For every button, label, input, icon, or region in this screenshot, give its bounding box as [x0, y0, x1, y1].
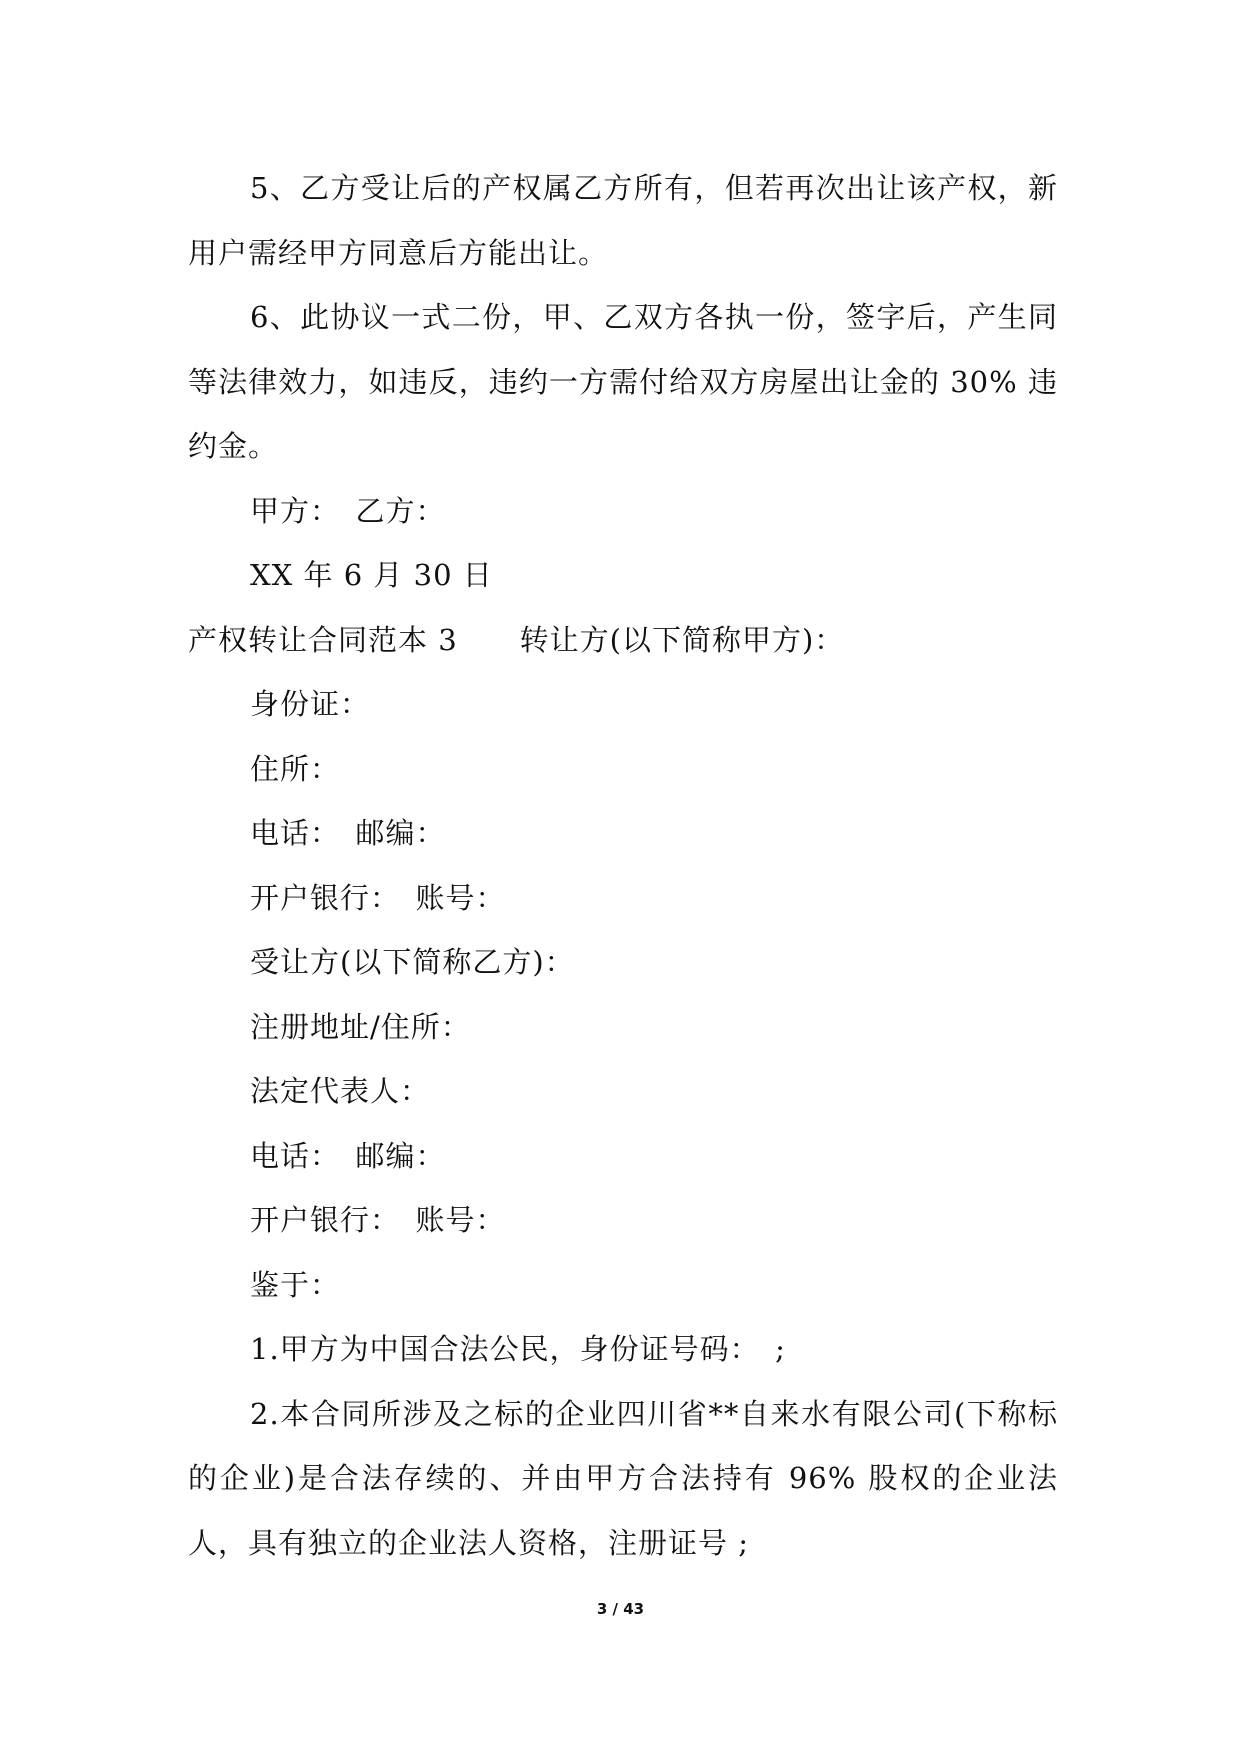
transferee-registered-address: 注册地址/住所： [250, 1009, 471, 1044]
transferee-legal-rep: 法定代表人： [250, 1074, 431, 1108]
signature-line: 甲方： 乙方： [250, 493, 446, 528]
section-heading-row [188, 608, 1058, 673]
transferee-heading: 受让方(以下简称乙方)： [250, 945, 575, 979]
document-body [188, 156, 1058, 1575]
transferee-phone-postcode: 电话： 邮编： [250, 1138, 446, 1173]
page-number: 3 / 43 [596, 1600, 645, 1618]
clause-5: 5、乙方受让后的产权属乙方所有，但若再次出让该产权，新用户需经甲方同意后方能出让。 [188, 171, 1058, 270]
whereas-item-1: 1.甲方为中国合法公民，身份证号码： ; [250, 1332, 786, 1366]
date-line: XX 年 6 月 30 日 [250, 558, 493, 592]
transferor-heading: 转让方(以下简称甲方)： [519, 622, 845, 657]
transferee-bank-account: 开户银行： 账号： [250, 1203, 506, 1237]
transferor-residence: 住所： [250, 751, 341, 786]
whereas-item-2: 2.本合同所涉及之标的企业四川省**自来水有限公司(下称标的企业)是合法存续的、并由甲方合法持有 96% 股权的企业法人，具有独立的企业法人资格，注册证号 ; [188, 1396, 1058, 1560]
section-title: 产权转让合同范本 3 [188, 622, 458, 657]
whereas-heading: 鉴于： [250, 1267, 341, 1302]
transferor-id-card: 身份证： [250, 687, 371, 721]
transferor-phone-postcode: 电话： 邮编： [250, 816, 446, 850]
clause-6: 6、此协议一式二份，甲、乙双方各执一份，签字后，产生同等法律效力，如违反，违约一方需付给双方房屋出让金的 30% 违约金。 [188, 300, 1058, 463]
transferor-bank-account: 开户银行： 账号： [250, 880, 506, 915]
